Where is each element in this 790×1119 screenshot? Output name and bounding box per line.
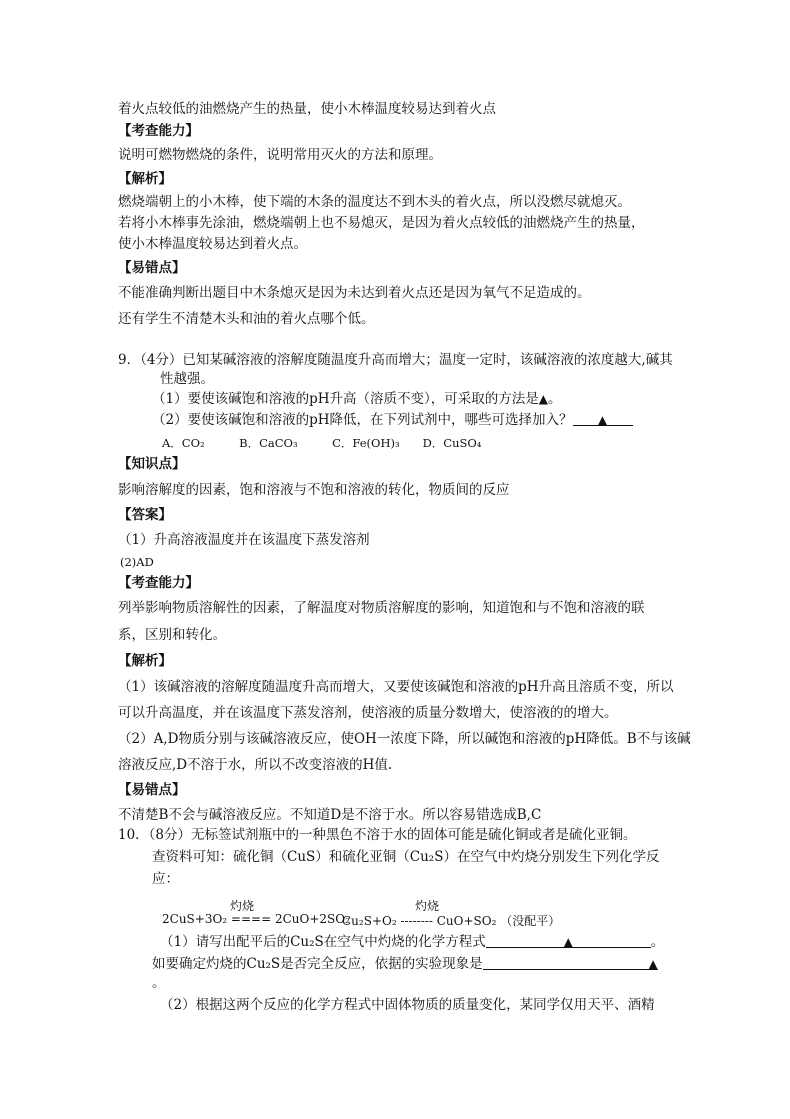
equation-1-condition: 灼烧 — [230, 899, 255, 913]
answer-blank-triangle-icon: ▲ — [538, 392, 548, 406]
question-10-stem-cont: 应： — [152, 871, 179, 887]
question-9-part-2 — [152, 411, 633, 429]
text-line: 可以升高温度，并在该温度下蒸发溶剂，使溶液的质量分数增大，使溶液的的增大。 — [118, 705, 618, 721]
text-line: 。 — [152, 975, 166, 991]
part-1-text: （1）要使该碱饱和溶液的pH升高（溶质不变），可采取的方法是 — [152, 391, 539, 407]
answer-line: （1）升高溶液温度并在该温度下蒸发溶剂 — [118, 532, 370, 548]
answer-blank[interactable] — [573, 411, 633, 426]
text-line: 使小木棒温度较易达到着火点。 — [118, 236, 307, 252]
equation-2-condition: 灼烧 — [415, 899, 440, 913]
part-1-text: （1）请写出配平后的Cu₂S在空气中灼烧的化学方程式 — [160, 934, 486, 950]
question-9-part-1 — [152, 390, 562, 408]
answer-line: (2)AD — [120, 555, 154, 569]
question-9-options: A．CO₂ B．CaCO₃ C．Fe(OH)₃ D．CuSO₄ — [162, 436, 482, 450]
section-heading: 【考查能力】 — [118, 123, 199, 139]
text-line: 不能准确判断出题目中木条熄灭是因为未达到着火点还是因为氧气不足造成的。 — [118, 285, 591, 301]
question-10-part-1 — [160, 933, 664, 951]
text-line: 若将小木棒事先涂油，燃烧端朝上也不易熄灭，是因为着火点较低的油燃烧产生的热量， — [118, 215, 645, 231]
part-1-end: 。 — [650, 934, 665, 950]
section-heading: 【易错点】 — [118, 260, 186, 276]
answer-blank-triangle-icon: ▲ — [648, 957, 658, 971]
question-9-stem: 9．（4分）已知某碱溶液的溶解度随温度升高而增大；温度一定时，该碱溶液的浓度越大,碱其 — [118, 352, 673, 368]
text-line: 列举影响物质溶解性的因素，了解温度对物质溶解度的影响，知道饱和与不饱和溶液的联 — [118, 600, 645, 616]
text-line: 系，区别和转化。 — [118, 627, 226, 643]
section-heading: 【解析】 — [118, 653, 172, 669]
answer-blank-triangle-icon: ▲ — [597, 413, 608, 427]
text-line: 说明可燃物燃烧的条件，说明常用灭火的方法和原理。 — [118, 147, 442, 163]
answer-blank-triangle-icon: ▲ — [563, 935, 573, 949]
question-10-stem-cont: 查资料可知：硫化铜（CuS）和硫化亚铜（Cu₂S）在空气中灼烧分别发生下列化学反 — [152, 849, 660, 865]
question-9-stem-cont: 性越强。 — [160, 371, 214, 387]
text-line: 不清楚B不会与碱溶液反应。不知道D是不溶于水。所以容易错选成B,C — [118, 807, 542, 823]
text-line: 着火点较低的油燃烧产生的热量，使小木棒温度较易达到着火点 — [118, 101, 496, 117]
part-1-end: 。 — [548, 391, 562, 407]
part-2-text: （2）要使该碱饱和溶液的pH降低，在下列试剂中，哪些可选择加入？ — [152, 412, 573, 428]
equation-2: Cu₂S+O₂ -------- CuO+SO₂ （没配平） — [342, 914, 561, 928]
text-line: 燃烧端朝上的小木棒，使下端的木条的温度达不到木头的着火点，所以没燃尽就熄灭。 — [118, 194, 631, 210]
equation-1: 2CuS+3O₂ ==== 2CuO+2SO₂ — [162, 912, 350, 926]
answer-blank[interactable] — [486, 933, 651, 948]
text-line: 溶液反应,D不溶于水，所以不改变溶液的H值. — [118, 757, 393, 773]
section-heading: 【易错点】 — [118, 782, 186, 798]
question-10-stem: 10．（8分）无标签试剂瓶中的一种黑色不溶于水的固体可能是硫化铜或者是硫化亚铜。 — [118, 827, 637, 843]
text-line: （2）A,D物质分别与该碱溶液反应，使OH一浓度下降，所以碱饱和溶液的pH降低。B不与该碱 — [118, 731, 691, 747]
section-heading: 【知识点】 — [118, 456, 186, 472]
text-line: 还有学生不清楚木头和油的着火点哪个低。 — [118, 311, 375, 327]
section-heading: 【解析】 — [118, 171, 172, 187]
text-line: （1）该碱溶液的溶解度随温度升高而增大，又要使该碱饱和溶液的pH升高且溶质不变，所以 — [118, 679, 674, 695]
section-heading: 【考查能力】 — [118, 575, 199, 591]
question-10-part-1-cont — [152, 955, 658, 973]
question-10-part-2: （2）根据这两个反应的化学方程式中固体物质的质量变化，某同学仅用天平、酒精 — [160, 997, 655, 1013]
part-1-cont-text: 如要确定灼烧的Cu₂S是否完全反应，依据的实验现象是 — [152, 956, 483, 972]
section-heading: 【答案】 — [118, 507, 172, 523]
answer-blank[interactable] — [483, 955, 658, 970]
text-line: 影响溶解度的因素，饱和溶液与不饱和溶液的转化，物质间的反应 — [118, 482, 510, 498]
